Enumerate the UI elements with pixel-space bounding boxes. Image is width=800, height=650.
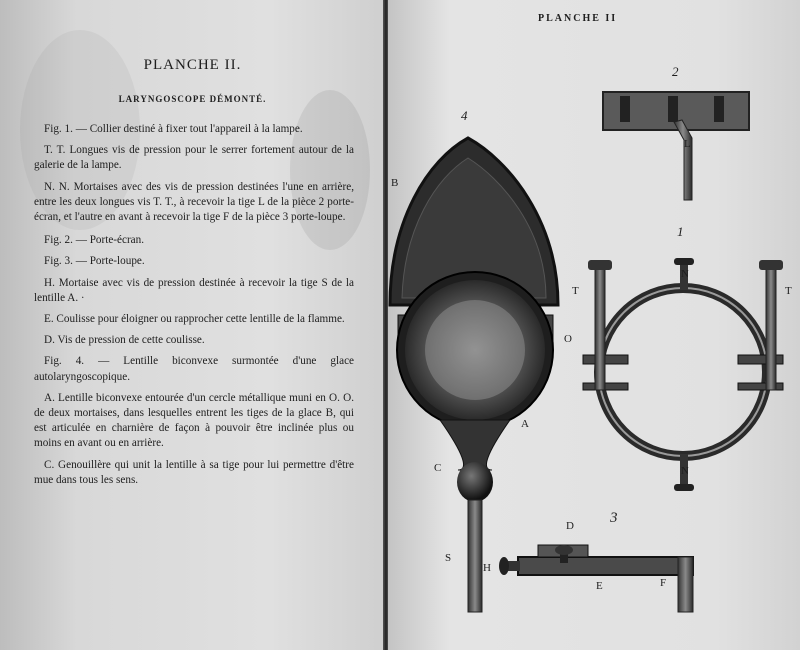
figure-2-screen-holder bbox=[603, 92, 749, 200]
legend-paragraph: H. Mortaise avec vis de pression destinée à recevoir la tige S de la lentille A. · bbox=[34, 276, 354, 304]
label-o: O bbox=[564, 333, 572, 345]
plate-subtitle: LARYNGOSCOPE DÉMONTÉ. bbox=[118, 94, 267, 104]
figure-1-collar bbox=[583, 258, 783, 491]
label-n-top: N bbox=[681, 268, 689, 280]
label-h: H bbox=[483, 562, 491, 574]
legend-paragraph: C. Genouillère qui unit la lentille à sa tige pour lui permettre d'être mue dans tous les sens. bbox=[34, 458, 354, 486]
label-s: S bbox=[445, 552, 452, 564]
figure-3-number: 3 bbox=[610, 510, 618, 526]
right-page bbox=[388, 0, 800, 650]
plate-header: PLANCHE II bbox=[538, 13, 618, 24]
figure-4-number: 4 bbox=[461, 108, 468, 123]
label-n-bottom: N bbox=[681, 465, 689, 477]
label-b: B bbox=[391, 177, 399, 189]
label-d: D bbox=[566, 520, 574, 532]
label-f: F bbox=[660, 577, 667, 589]
label-c: C bbox=[434, 462, 442, 474]
legend-paragraph: Fig. 4. — Lentille biconvexe surmontée d'une glace autolaryngoscopique. bbox=[34, 355, 354, 383]
label-l: L bbox=[684, 138, 691, 150]
plate-title: PLANCHE II. bbox=[143, 57, 242, 73]
legend-paragraph: Fig. 1. — Collier destiné à fixer tout l'appareil à la lampe. bbox=[44, 123, 303, 135]
figure-1-number: 1 bbox=[677, 224, 684, 239]
figure-2-number: 2 bbox=[672, 64, 679, 79]
legend-paragraph: T. T. Longues vis de pression pour le serrer fortement autour de la galerie de la lampe. bbox=[34, 144, 354, 172]
legend-paragraph: N. N. Mortaises avec des vis de pression destinées l'une en arrière, entre les deux longues vis T. T., à recevoir la tige L de la pièce 2 porte-écran, et l'autre en avant à recevoir la tige F de la pièce 3 porte-loupe. bbox=[34, 180, 354, 224]
label-t-right: T bbox=[785, 285, 792, 297]
label-a: A bbox=[521, 418, 529, 430]
legend-paragraph: D. Vis de pression de cette coulisse. bbox=[44, 334, 205, 347]
label-e: E bbox=[596, 580, 603, 592]
figure-4-mirror bbox=[390, 138, 558, 612]
left-page bbox=[0, 0, 385, 650]
legend-text bbox=[34, 122, 354, 494]
legend-paragraph: Fig. 2. — Porte-écran. bbox=[44, 234, 145, 247]
legend-paragraph: Fig. 3. — Porte-loupe. bbox=[44, 255, 145, 268]
legend-paragraph: A. Lentille biconvexe entourée d'un cercle métallique muni en O. O. de deux mortaises, dans lesquelles entrent les tiges de la glace B, qui est articulée en charnière de façon à pouvoir être inclinée plus ou moins en avant ou en arrière. bbox=[34, 391, 354, 450]
label-t-left: T bbox=[572, 285, 579, 297]
legend-paragraph: E. Coulisse pour éloigner ou rapprocher cette lentille de la flamme. bbox=[44, 313, 345, 326]
